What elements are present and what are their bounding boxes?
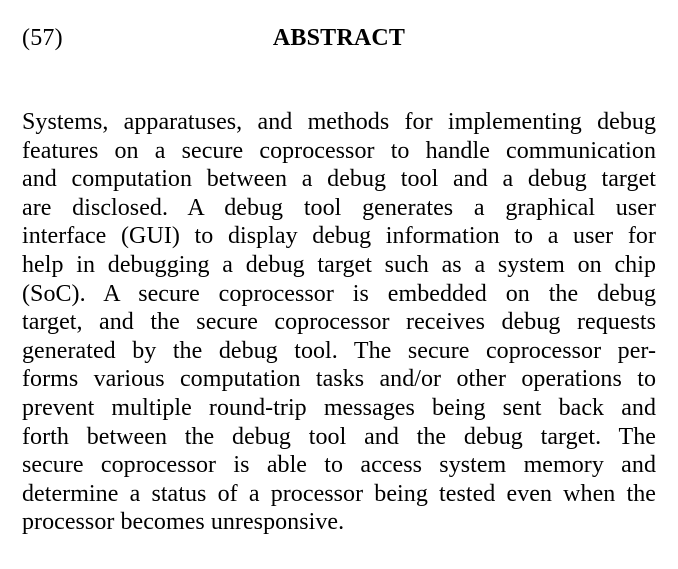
abstract-line: help in debugging a debug target such as a system on chip [22, 251, 656, 278]
abstract-line: (SoC). A secure coprocessor is embedded on the debug [22, 280, 656, 307]
abstract-line: forms various computation tasks and/or other operations to [22, 366, 656, 393]
section-title: ABSTRACT [272, 25, 406, 51]
abstract-line: target, and the secure coprocessor receives debug requests [22, 309, 656, 336]
abstract-line: prevent multiple round-trip messages being sent back and [22, 394, 656, 421]
abstract-line: are disclosed. A debug tool generates a graphical user [22, 194, 656, 221]
abstract-line: Systems, apparatuses, and methods for implementing debug [22, 109, 656, 135]
abstract-body [22, 108, 656, 537]
abstract-line: generated by the debug tool. The secure coprocessor per- [22, 337, 656, 364]
abstract-header [0, 22, 678, 54]
abstract-line: and computation between a debug tool and a debug target [22, 166, 656, 193]
abstract-line: secure coprocessor is able to access system memory and [22, 452, 656, 479]
abstract-line: interface (GUI) to display debug information to a user for [22, 223, 656, 250]
abstract-line: features on a secure coprocessor to handle communication [22, 137, 656, 164]
abstract-line: forth between the debug tool and the debug target. The [22, 423, 656, 450]
abstract-line: determine a status of a processor being tested even when the [22, 480, 656, 507]
abstract-line: processor becomes unresponsive. [22, 509, 345, 536]
section-number: (57) [22, 25, 63, 51]
